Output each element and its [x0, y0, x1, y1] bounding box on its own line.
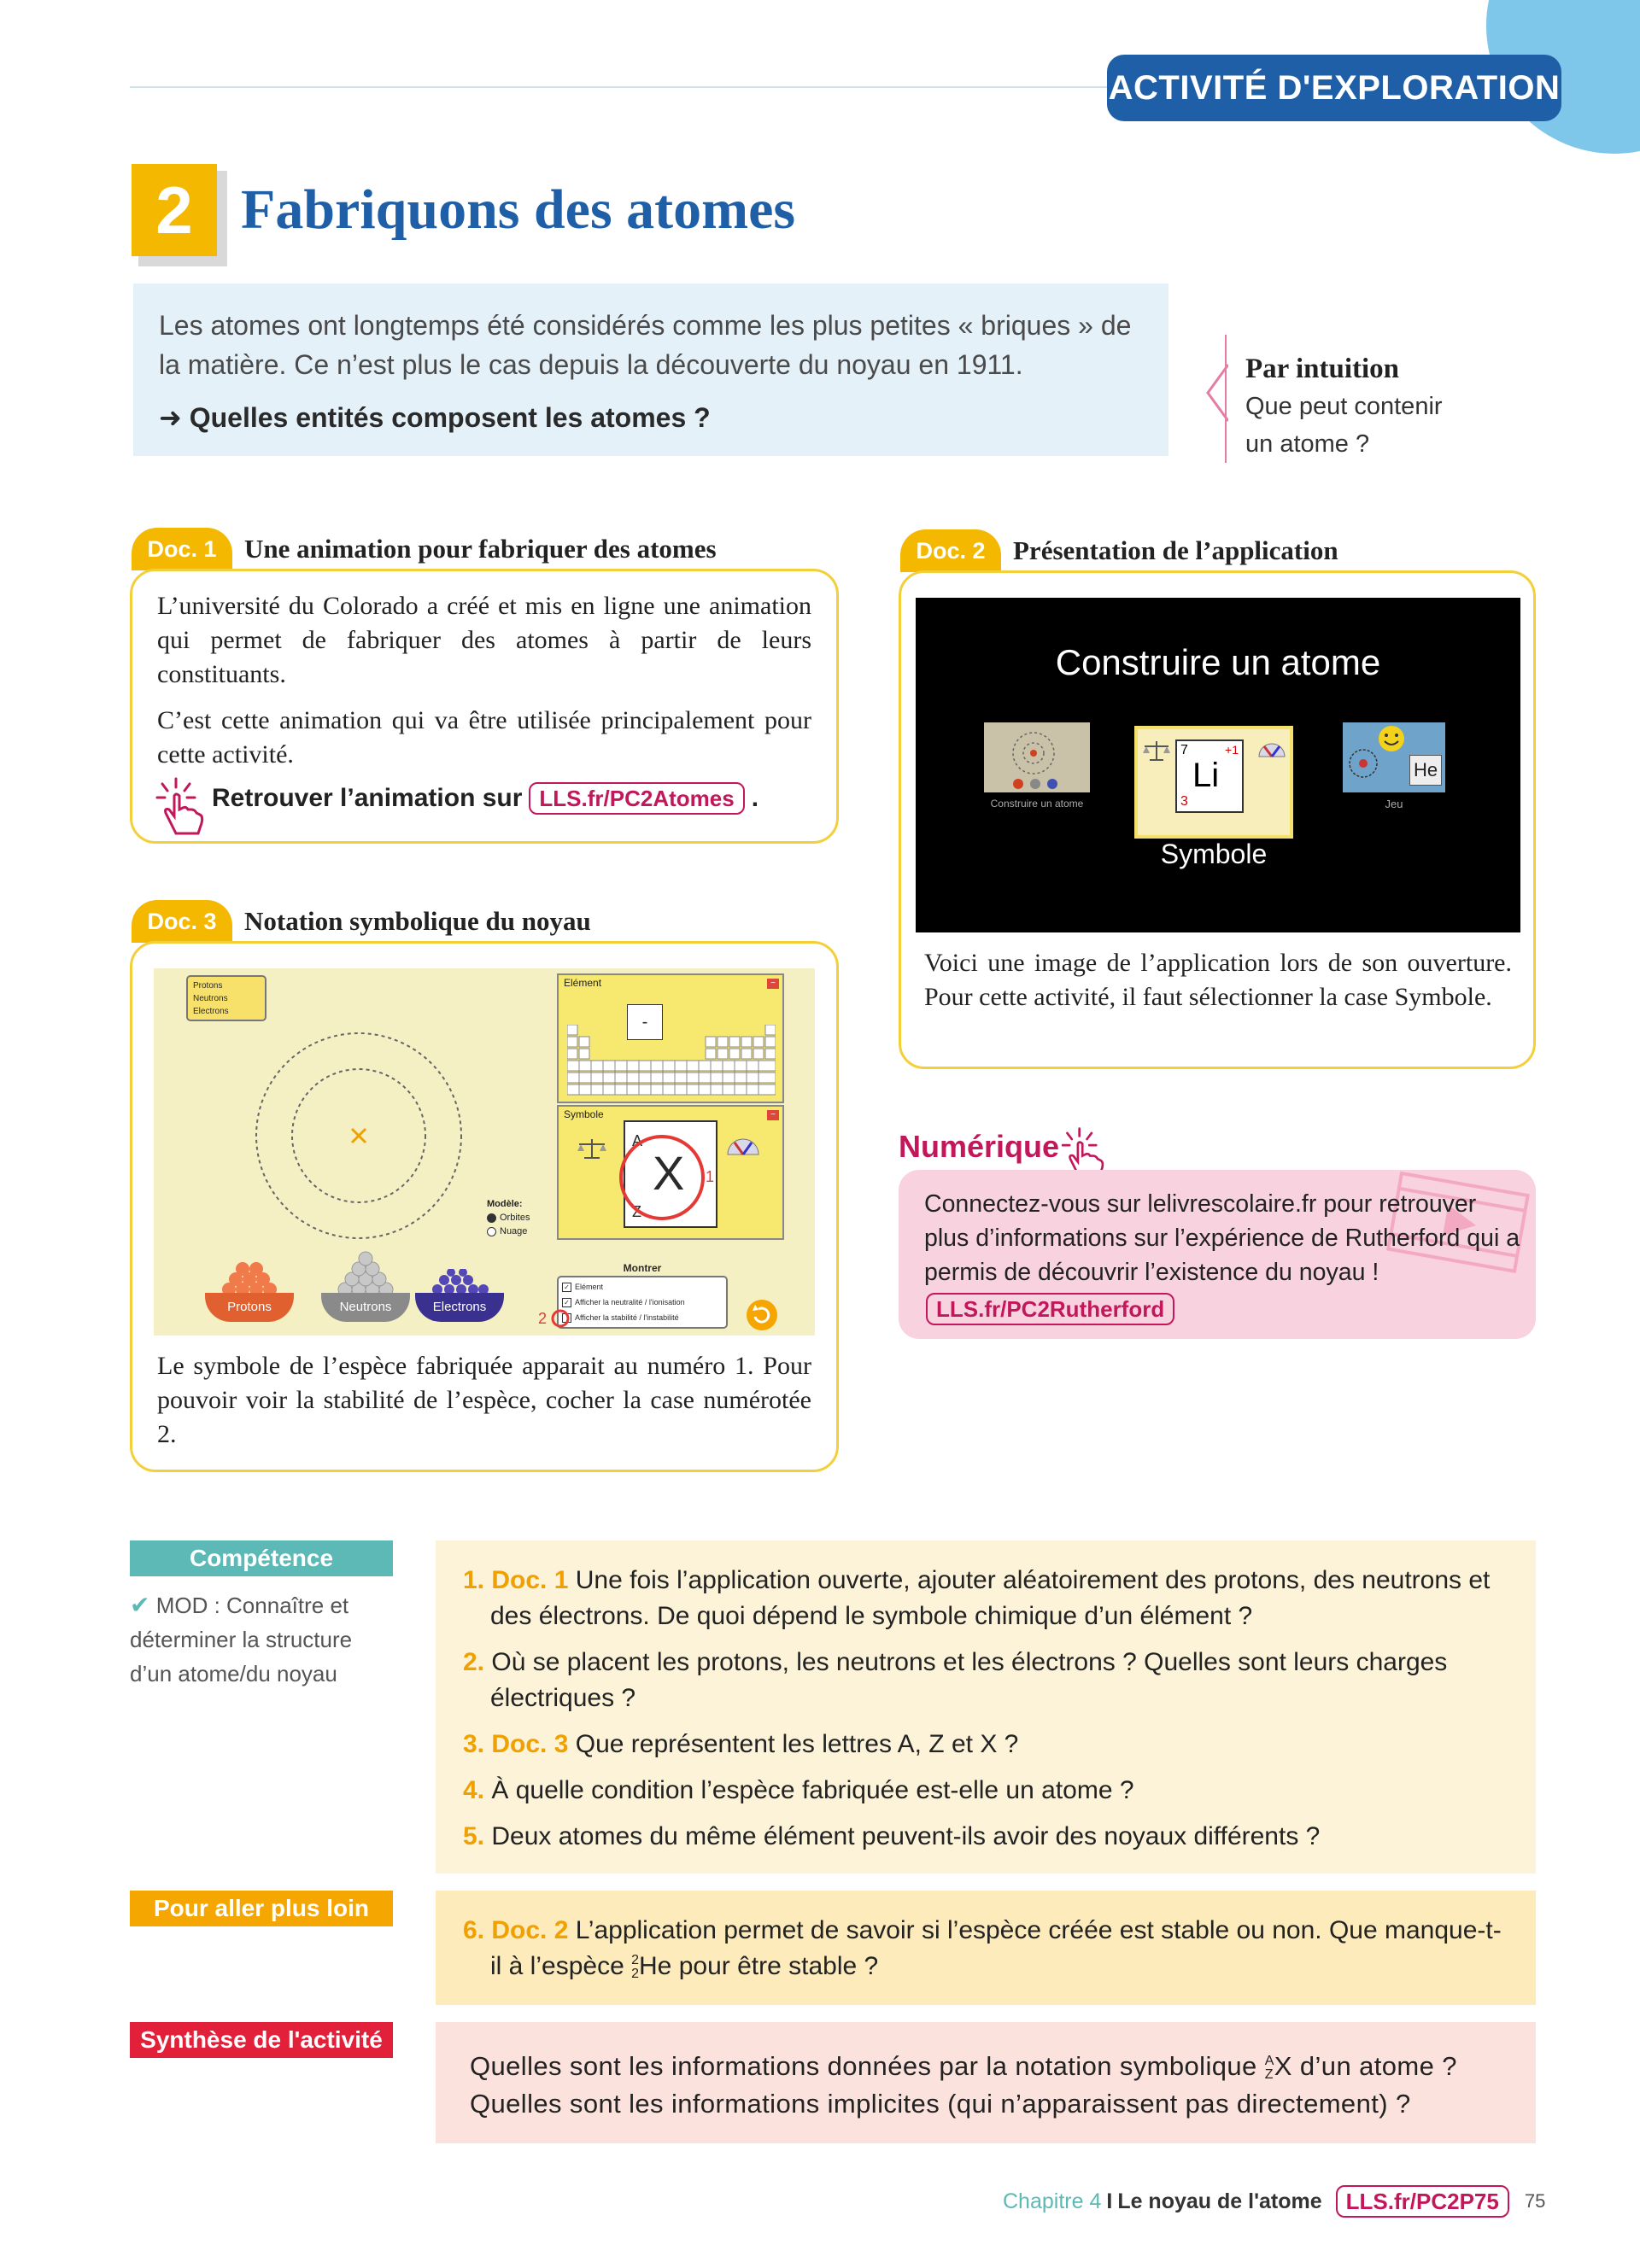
model-selector: [487, 1197, 530, 1238]
question-4: 4. À quelle condition l’espèce fabriquée est-elle un atome ?: [463, 1776, 1134, 1804]
question-6: 6. Doc. 2 L’application permet de savoir si l’espèce créée est stable ou non. Que manque-t-il à l’espèce 2 2 He pour être stable ?: [463, 1916, 1502, 1982]
protons-bucket[interactable]: [205, 1262, 294, 1324]
doc1-tag: Doc. 1: [132, 528, 232, 570]
symbol-label: Symbole: [1160, 839, 1268, 869]
symbol-atomic-number: 3: [1180, 794, 1188, 809]
show-option-neutrality[interactable]: ✓ Afficher la neutralité / l'ionisation: [562, 1295, 723, 1310]
activity-type-badge: ACTIVITÉ D'EXPLORATION: [1107, 55, 1561, 121]
symbol-charge: +1: [1225, 743, 1239, 757]
smiley-icon: [1377, 724, 1406, 753]
question-5: 5. Deux atomes du même élément peuvent-ils avoir des noyaux différents ?: [463, 1822, 1321, 1850]
show-options-panel: [557, 1276, 728, 1329]
thumb3-caption: Jeu: [1385, 798, 1403, 810]
numerique-text: Connectez-vous sur lelivrescolaire.fr pour retrouver plus d’informations sur l’expérience de Rutherford qui a permis de découvrir l’existence du noyau !: [924, 1190, 1520, 1286]
competence-text: MOD : Connaître et déterminer la structure d’un atome/du noyau: [130, 1593, 353, 1686]
further-block: [436, 1891, 1536, 2005]
intuition-title: Par intuition: [1245, 354, 1400, 384]
symbol-letter-A: A: [632, 1132, 643, 1149]
reset-icon[interactable]: [745, 1298, 779, 1332]
synthese-label: Synthèse de l'activité: [130, 2022, 393, 2058]
intuition-rule: [1225, 335, 1227, 463]
intuition-line-2: un atome ?: [1245, 430, 1370, 458]
footer-chapter-title: Le noyau de l'atome: [1117, 2189, 1322, 2213]
electrons-bucket-label: Electrons: [415, 1293, 504, 1322]
questions-block: [436, 1540, 1536, 1873]
numerique-link[interactable]: LLS.fr/PC2Rutherford: [926, 1293, 1174, 1325]
model-label: Modèle:: [487, 1199, 523, 1209]
intuition-box: [1245, 350, 1485, 463]
marker-1-circle: [615, 1131, 709, 1225]
intro-question: ➜ Quelles entités composent les atomes ?: [159, 402, 711, 433]
marker-1-label: 1: [706, 1168, 715, 1185]
charge-indicator-icon: [1257, 741, 1286, 758]
symbol-letter-Z: Z: [632, 1203, 641, 1220]
marker-2-circle: [550, 1308, 571, 1329]
doc3-caption: Le symbole de l’espèce fabriquée apparait au numéro 1. Pour pouvoir voir la stabilité de l’espèce, cocher la case numérotée 2.: [157, 1352, 811, 1448]
doc1-link-line: [212, 782, 758, 815]
particle-legend: [186, 975, 266, 1021]
protons-pile: [214, 1262, 285, 1296]
atom-orbit-icon: [984, 722, 1090, 792]
game-thumbnail[interactable]: [1343, 722, 1445, 792]
symbol-panel: [557, 1105, 784, 1240]
app-heading: Construire un atome: [1055, 642, 1381, 682]
question-1: 1. Doc. 1 Une fois l’application ouverte, ajouter aléatoirement des protons, des neutrons et des électrons. De quoi dépend le symbole chimique d’un élément ?: [463, 1566, 1491, 1630]
legend-protons: Protons: [193, 981, 223, 991]
element-panel: [557, 973, 784, 1103]
thumb1-caption: Construire un atome: [990, 798, 1084, 810]
show-option-element[interactable]: ✓ Elément: [562, 1279, 723, 1295]
question-3: 3. Doc. 3 Que représentent les lettres A, Z et X ?: [463, 1730, 1019, 1758]
check-icon: ✔: [130, 1592, 150, 1618]
marker-2-label: 2: [538, 1310, 548, 1327]
numerique-link-wrap: [926, 1293, 1174, 1325]
neutrons-pile: [330, 1250, 401, 1296]
competence-label: Compétence: [130, 1540, 393, 1576]
doc2-tag: Doc. 2: [900, 529, 1001, 572]
app-screenshot: [916, 598, 1520, 932]
intro-box: [133, 284, 1168, 456]
atom-icon: [1346, 746, 1380, 780]
touch-hand-icon: [154, 775, 208, 837]
model-option-orbits[interactable]: Orbites: [487, 1211, 530, 1225]
symbol-card: [1175, 739, 1244, 813]
doc2-caption: Voici une image de l’application lors de son ouverture. Pour cette activité, il faut sélectionner la case Symbole.: [924, 949, 1512, 1011]
legend-neutrons: Neutrons: [193, 994, 228, 1003]
intuition-line-1: Que peut contenir: [1245, 393, 1443, 420]
symbol-element: Li: [1192, 757, 1220, 794]
footer-separator: I: [1106, 2189, 1113, 2213]
doc1-link-prefix: Retrouver l’animation sur: [212, 784, 523, 812]
doc1-title: Une animation pour fabriquer des atomes: [244, 534, 717, 564]
doc1-paragraph-1: L’université du Colorado a créé et mis en ligne une animation qui permet de fabriquer des atomes à partir de leurs constituants.: [157, 592, 811, 688]
further-label: Pour aller plus loin: [130, 1891, 393, 1926]
doc1-link-suffix: .: [751, 784, 759, 812]
symbol-panel-title: Symbole: [564, 1108, 604, 1120]
neutrons-bucket-label: Neutrons: [321, 1293, 410, 1322]
show-option-stability[interactable]: Afficher la stabilité / l'instabilité: [562, 1310, 723, 1325]
stability-scale-icon: [576, 1136, 608, 1161]
simulation-screenshot: [154, 968, 815, 1336]
doc1-content: [157, 589, 811, 772]
doc2-title: Présentation de l’application: [1013, 535, 1338, 565]
game-element-card: He: [1409, 755, 1442, 786]
doc1-link[interactable]: LLS.fr/PC2Atomes: [529, 782, 744, 815]
ion-indicator-icon: [726, 1136, 760, 1156]
show-label: Montrer: [623, 1262, 662, 1274]
page-footer: [1003, 2184, 1545, 2218]
protons-bucket-label: Protons: [205, 1293, 294, 1322]
numerique-title: Numérique: [899, 1129, 1060, 1164]
symbol-letter-X: X: [653, 1146, 685, 1200]
element-value: -: [627, 1004, 663, 1040]
element-panel-title: Elément: [564, 977, 602, 989]
neutrons-bucket[interactable]: [321, 1250, 410, 1324]
doc1-paragraph-2: C’est cette animation qui va être utilisée principalement pour cette activité.: [157, 706, 811, 769]
synthese-block: Quelles sont les informations données par la notation symbolique A Z X d’un atome ? Quelles sont les informations implicites (qui n’apparaissent pas directement) ?: [436, 2022, 1536, 2143]
doc3-tag: Doc. 3: [132, 900, 232, 943]
build-atom-thumbnail[interactable]: [984, 722, 1090, 792]
scale-icon: [1141, 738, 1172, 763]
symbol-mass-number: 7: [1180, 743, 1188, 757]
isotope-indices: 2 2: [631, 1953, 640, 1982]
competence-text-block: [130, 1588, 386, 1691]
symbol-panel-collapse[interactable]: −: [767, 1110, 779, 1120]
model-option-cloud[interactable]: Nuage: [487, 1225, 530, 1238]
header-rule: [130, 86, 1112, 88]
page-title: Fabriquons des atomes: [241, 178, 796, 241]
element-panel-collapse[interactable]: −: [767, 979, 779, 989]
question-2: 2. Où se placent les protons, les neutrons et les électrons ? Quelles sont leurs charges électriques ?: [463, 1648, 1448, 1712]
footer-link[interactable]: LLS.fr/PC2P75: [1336, 2185, 1509, 2218]
section-number: 2: [132, 164, 217, 256]
notation-indices: A Z: [1264, 2053, 1274, 2082]
page-number: 75: [1524, 2190, 1546, 2212]
legend-electrons: Electrons: [193, 1007, 229, 1016]
symbol-thumbnail[interactable]: [1134, 726, 1293, 839]
intro-text: Les atomes ont longtemps été considérés comme les plus petites « briques » de la matière. Ce n’est plus le cas depuis la découverte du noyau en 1911.: [159, 310, 1132, 380]
atom-orbits-drawing: [248, 1025, 470, 1247]
electrons-bucket[interactable]: [415, 1269, 504, 1324]
footer-chapter: Chapitre 4: [1003, 2189, 1102, 2213]
periodic-table-grid: [567, 1025, 776, 1096]
doc3-title: Notation symbolique du noyau: [244, 906, 591, 936]
